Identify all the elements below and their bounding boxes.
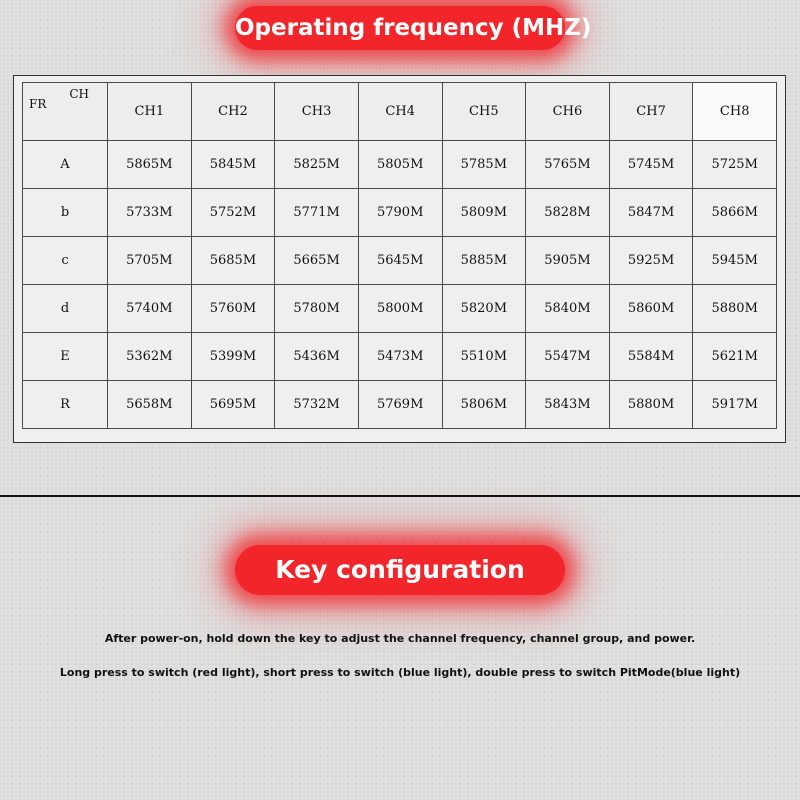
frequency-cell: 5362M: [108, 333, 192, 381]
frequency-cell: 5473M: [358, 333, 442, 381]
frequency-cell: 5705M: [108, 237, 192, 285]
corner-ch-label: CH: [69, 87, 89, 101]
frequency-cell: 5880M: [693, 285, 777, 333]
frequency-cell: 5905M: [526, 237, 610, 285]
row-label: A: [23, 141, 108, 189]
section-divider: [0, 495, 800, 497]
key-config-title: Key configuration: [275, 555, 525, 584]
frequency-cell: 5436M: [275, 333, 359, 381]
row-label: b: [23, 189, 108, 237]
row-label: c: [23, 237, 108, 285]
key-instruction-line-2: Long press to switch (red light), short press to switch (blue light), double press to switch PitMode(blue light): [59, 666, 741, 679]
column-header-ch1: CH1: [108, 83, 192, 141]
column-header-ch7: CH7: [609, 83, 693, 141]
frequency-cell: 5847M: [609, 189, 693, 237]
frequency-cell: 5880M: [609, 381, 693, 429]
column-header-ch4: CH4: [358, 83, 442, 141]
frequency-cell: 5769M: [358, 381, 442, 429]
frequency-cell: 5733M: [108, 189, 192, 237]
frequency-cell: 5865M: [108, 141, 192, 189]
column-header-ch2: CH2: [191, 83, 275, 141]
table-row: [23, 237, 777, 285]
frequency-cell: 5860M: [609, 285, 693, 333]
frequency-cell: 5760M: [191, 285, 275, 333]
frequency-cell: 5771M: [275, 189, 359, 237]
frequency-cell: 5828M: [526, 189, 610, 237]
table-header-row: [23, 83, 777, 141]
frequency-cell: 5725M: [693, 141, 777, 189]
key-instruction-line-1: After power-on, hold down the key to adjust the channel frequency, channel group, and power.: [104, 632, 696, 645]
frequency-cell: 5925M: [609, 237, 693, 285]
frequency-cell: 5685M: [191, 237, 275, 285]
table-row: [23, 285, 777, 333]
column-header-ch6: CH6: [526, 83, 610, 141]
frequency-cell: 5806M: [442, 381, 526, 429]
column-header-ch5: CH5: [442, 83, 526, 141]
frequency-cell: 5695M: [191, 381, 275, 429]
frequency-cell: 5745M: [609, 141, 693, 189]
frequency-cell: 5820M: [442, 285, 526, 333]
frequency-cell: 5800M: [358, 285, 442, 333]
frequency-cell: 5780M: [275, 285, 359, 333]
frequency-table: [22, 82, 777, 429]
column-header-ch3: CH3: [275, 83, 359, 141]
frequency-cell: 5840M: [526, 285, 610, 333]
table-row: [23, 381, 777, 429]
frequency-title: Operating frequency (MHZ): [235, 15, 592, 41]
frequency-cell: 5805M: [358, 141, 442, 189]
corner-cell: [23, 83, 108, 141]
frequency-cell: 5885M: [442, 237, 526, 285]
row-label: E: [23, 333, 108, 381]
corner-fr-label: FR: [29, 97, 47, 111]
frequency-cell: 5790M: [358, 189, 442, 237]
frequency-cell: 5510M: [442, 333, 526, 381]
frequency-cell: 5621M: [693, 333, 777, 381]
column-header-ch8: CH8: [693, 83, 777, 141]
frequency-cell: 5645M: [358, 237, 442, 285]
frequency-cell: 5843M: [526, 381, 610, 429]
frequency-cell: 5752M: [191, 189, 275, 237]
frequency-cell: 5945M: [693, 237, 777, 285]
frequency-cell: 5658M: [108, 381, 192, 429]
frequency-cell: 5665M: [275, 237, 359, 285]
frequency-title-banner: [235, 6, 592, 50]
frequency-cell: 5547M: [526, 333, 610, 381]
frequency-cell: 5825M: [275, 141, 359, 189]
frequency-cell: 5866M: [693, 189, 777, 237]
frequency-cell: 5917M: [693, 381, 777, 429]
frequency-cell: 5785M: [442, 141, 526, 189]
table-row: [23, 141, 777, 189]
frequency-cell: 5740M: [108, 285, 192, 333]
key-config-title-banner: [235, 545, 565, 595]
table-row: [23, 189, 777, 237]
table-row: [23, 333, 777, 381]
frequency-cell: 5732M: [275, 381, 359, 429]
frequency-cell: 5765M: [526, 141, 610, 189]
frequency-cell: 5399M: [191, 333, 275, 381]
row-label: d: [23, 285, 108, 333]
frequency-cell: 5809M: [442, 189, 526, 237]
frequency-cell: 5845M: [191, 141, 275, 189]
frequency-cell: 5584M: [609, 333, 693, 381]
row-label: R: [23, 381, 108, 429]
